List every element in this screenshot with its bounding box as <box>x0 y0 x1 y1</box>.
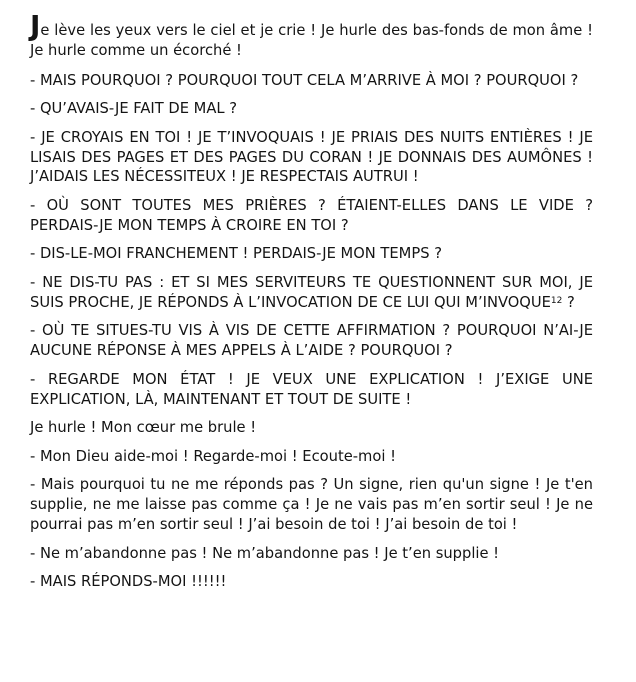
paragraph: - OÙ TE SITUES-TU VIS À VIS DE CETTE AFFIRMATION ? POURQUOI N’AI-JE AUCUNE RÉPONSE À MES APPELS À L’AIDE ? POURQUOI ? <box>30 322 593 360</box>
paragraph: - QU’AVAIS-JE FAIT DE MAL ? <box>30 100 238 118</box>
paragraph: Je hurle ! Mon cœur me brule ! <box>30 419 257 437</box>
paragraph-text-end: ? <box>562 293 575 311</box>
paragraph: - JE CROYAIS EN TOI ! JE T’INVOQUAIS ! JE PRIAIS DES NUITS ENTIÈRES ! JE LISAIS DES PAGES ET DES PAGES DU CORAN ! JE DONNAIS DES AUMÔNES ! J’AIDAIS LES NÉCESSITEUX ! JE RESPECTAIS AUTRUI ! <box>30 128 593 186</box>
footnote-reference[interactable]: 12 <box>550 295 563 306</box>
paragraph: - OÙ SONT TOUTES MES PRIÈRES ? ÉTAIENT-ELLES DANS LE VIDE ? PERDAIS-JE MON TEMPS À CROIRE EN TOI ? <box>30 196 593 234</box>
paragraph: - REGARDE MON ÉTAT ! JE VEUX UNE EXPLICATION ! J’EXIGE UNE EXPLICATION, LÀ, MAINTENANT ET TOUT DE SUITE ! <box>30 370 593 408</box>
document-page <box>30 9 593 601</box>
paragraph: - DIS-LE-MOI FRANCHEMENT ! PERDAIS-JE MON TEMPS ? <box>30 245 442 263</box>
paragraph-text: - NE DIS-TU PAS : ET SI MES SERVITEURS TE QUESTIONNENT SUR MOI, JE SUIS PROCHE, JE RÉPONDS À L’INVOCATION DE CE LUI QUI M’INVOQUE <box>30 273 593 311</box>
paragraph: - Ne m’abandonne pas ! Ne m’abandonne pas ! Je t’en supplie ! <box>30 544 500 562</box>
paragraph: - Mon Dieu aide-moi ! Regarde-moi ! Ecoute-moi ! <box>30 447 396 465</box>
paragraph: - MAIS RÉPONDS-MOI !!!!!! <box>30 573 227 591</box>
paragraph: - Mais pourquoi tu ne me réponds pas ? Un signe, rien qu'un signe ! Je t'en supplie, ne me laisse pas comme ça ! Je ne vais pas m’en sortir seul ! Je ne pourrai pas m’en sortir seul ! J’ai besoin de toi ! J’ai besoin de toi ! <box>30 476 593 533</box>
opening-paragraph-text: e lève les yeux vers le ciel et je crie ! Je hurle des bas-fonds de mon âme ! Je hurle comme un écorché ! <box>30 22 593 59</box>
paragraph: - MAIS POURQUOI ? POURQUOI TOUT CELA M’ARRIVE À MOI ? POURQUOI ? <box>30 71 579 89</box>
drop-cap: J <box>30 9 41 42</box>
opening-paragraph <box>30 9 593 61</box>
paragraph-with-footnote <box>30 273 593 313</box>
